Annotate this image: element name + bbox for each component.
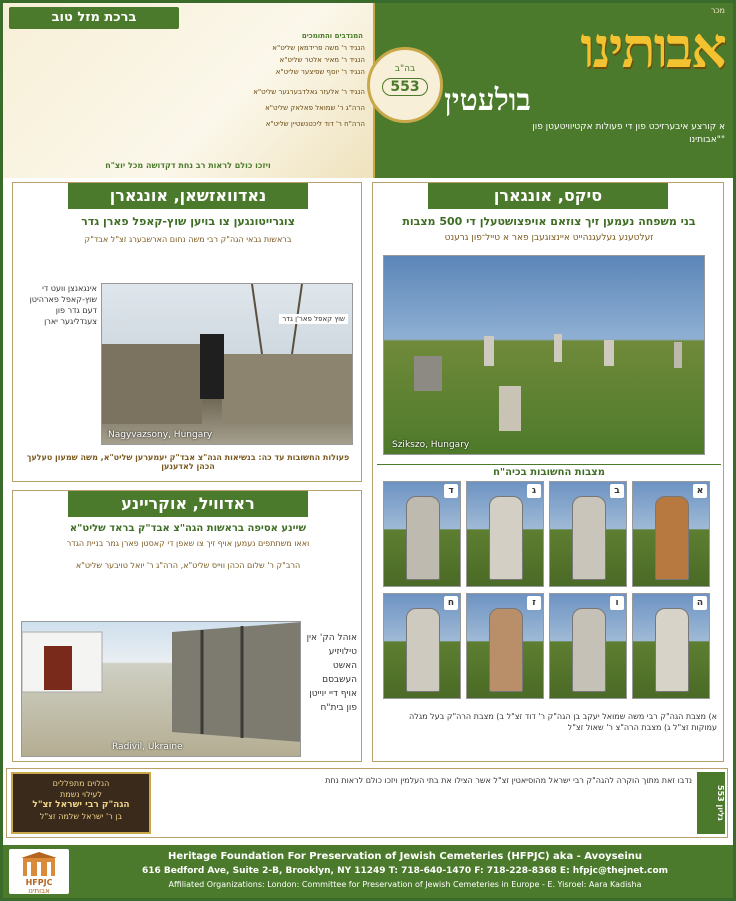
issue-number: 553 [382,78,428,96]
header [3,3,733,178]
tombstone-letter: ב [610,484,624,498]
szikszo-section [372,182,724,762]
nadudvar-leaders: בראשות גבאי הגה"ק רבי משה נחום הארשבערג זצ"ל אבד"ק [84,235,292,244]
donor-line-2: הנגיד ר' מאיר אלטר שליט"א [279,56,365,64]
nadudvar-photo-tag: שוץ קאפל פאר'ן גדר [279,314,348,324]
szikszo-body: א) מצבת הגה"ק רבי משה שמואל יעקב בן הגה"ק ר' דוד זצ"ל ב) מצבת הרה"ק בעל מגלה עמוקות זצ"ל ג) מצבת הרה"צ ר' שאול זצ"ל [409,712,717,732]
tombstones-field-illustration [384,256,705,455]
building-icon [19,852,59,876]
donor-line-1: הנגיד ר' משה פרידמאן שליט"א [272,44,365,52]
szikszo-title: סיקס, אונגארן [428,183,668,209]
tombstone-letter: א [693,484,707,498]
radyvyliv-subtitle-2: ואאו משתתפים נעמען אויף זיך צו שאפן די קאסטן פארן גמר בניית הגדר [66,539,310,548]
masthead-description: א קורצע איבערזיכט פון די פעולות אקטיוויטעטן פון "אבותינו" [532,122,725,145]
radyvyliv-side-text: אוהל הק' אין טילויזיע האשט העשבסם אויף דיי יוייטן פון בית"ח [306,633,357,713]
tombstone-photo [383,593,461,699]
donors-heading: המנדבים והתומכים [301,32,363,40]
masthead-subtitle: בולעטין [444,83,531,118]
mazal-tov-banner: ברכת מזל טוב [9,7,179,29]
tombstone-letter: ז [527,596,541,610]
tombstone [489,608,523,692]
nadudvar-subtitle: צוגרייטונגען צו בויען שוץ-קאפל פארן גדר [81,215,295,228]
tombstone-photo [549,593,627,699]
tombstone-photo [632,481,710,587]
tombstone [655,608,689,692]
tombstone-letter: ו [610,596,624,610]
tombstone-photo [466,481,544,587]
nadudvar-body: אינגאנצן וועט די שוץ-קאפל פארהיטן דעם גדר פון צענדליגער יארן [29,284,97,326]
tombstone [655,496,689,580]
tombstone [572,496,606,580]
tombstone-photo [466,593,544,699]
tombstone-letter: ד [444,484,458,498]
tombstone [572,608,606,692]
ohel-illustration [22,622,301,757]
tombstone [489,496,523,580]
tombstone [406,496,440,580]
szikszo-photo [383,255,705,455]
tombstone-letter: ה [693,596,707,610]
radyvyliv-section [12,490,362,762]
memorial-line-2: לעילוי נשמת [60,790,102,799]
memorial-line-1: הנלוים מתפללים [52,779,110,788]
nadudvar-caption: Nagyvazsony, Hungary [108,430,213,440]
szikszo-caption: Szikszo, Hungary [392,440,470,450]
memorial-strip [6,768,728,838]
memorial-body: נדבו זאת מתוך הוקרה להגה"ק רבי ישראל מהוסיאטין זצ"ל אשר הצילו את בתי העלמין ויזכו כולם לראות נחת [325,776,692,785]
tombstone-letter: ג [527,484,541,498]
nadudvar-section [12,182,362,482]
donor-panel [3,3,375,178]
tombstone-photo [632,593,710,699]
szikszo-subtitle: בני משפחה נעמען זיך צוזאם אויפצושטעלן די 500 מצבות [402,215,696,228]
seal-label: בה"ב [394,64,416,74]
issue-seal [367,47,443,123]
donor-line-5: הרה"ג ר' שמואל פאלאק שליט"א [265,104,365,112]
logo-text: HFPJC [25,878,53,887]
memorial-line-4: בן ר' ישראל שלמה זצ"ל [39,812,123,821]
footer [3,845,733,898]
tombstone-photo [383,481,461,587]
nadudvar-footer-note: פעולות החשובות עד כה: בנשיאות הגה"צ אבד"ק יעמערען שליט"א, משה שמעון טעלעך הכהן לאדענען [26,453,350,471]
tombstone-letter: ח [444,596,458,610]
tombstone-photo [549,481,627,587]
org-address[interactable]: 616 Bedford Ave, Suite 2-B, Brooklyn, NY 11249 T: 718-640-1470 F: 718-228-8368 E: hfpjc@thejnet.com [141,866,669,876]
issue-sidebar: גליון 553 [697,772,725,834]
masthead [375,3,733,178]
memorial-line-3: הגה"ק רבי ישראל זצ"ל [32,800,130,810]
org-name: Heritage Foundation For Preservation of Jewish Cemeteries (HFPJC) aka - Avoyseinu [168,851,642,862]
radyvyliv-body: הרב"ק ר' שלום הכהן ווייס שליט"א, הרה"ג ר' יואל טויבער שליט"א [75,561,301,570]
tombstone [406,608,440,692]
tomb-grid [383,481,713,701]
logo-subtext: אבותינו [28,887,50,895]
masthead-tag: מכר [710,6,725,15]
radyvyliv-title: ראדוויל, אוקריינע [68,491,308,517]
wall-illustration [102,284,353,445]
masthead-title: אבותינו [580,15,725,81]
donor-line-6: הרה"ח ר' דוד ליכטנשטיין שליט"א [265,120,365,128]
affiliated-orgs: Affiliated Organizations: London: Committee for Preservation of Jewish Cemeteries in Europe - E. Yisroel: Aara Kadisha [168,880,642,889]
radyvyliv-caption: Radivil, Ukraine [112,742,183,752]
donor-line-3: הנגיד ר' יוסף שפיצער שליט"א [275,68,365,76]
donor-blessing: ויזכו כולם לראות רב נחת דקדושה מכל יוצ"ח [105,161,271,170]
szikszo-subtitle-2: זעלטענע געלעגנהייט איינצוגעבן פאר א טייל־פון גרענט [444,233,654,243]
memorial-plaque [11,772,151,834]
nadudvar-photo [101,283,353,445]
radyvyliv-photo [21,621,301,757]
tombs-heading: מצבות החשובות בכיה"ח [377,464,721,478]
hfpjc-logo [9,849,69,894]
radyvyliv-subtitle: שיינע אסיפה בראשות הגה"צ אבד"ק בראד שליט"א [69,523,307,534]
donor-line-4: הנגיד ר' אלעזר גאלדבערגער שליט"א [253,88,365,96]
nadudvar-title: נאדוואזשאן, אונגארן [68,183,308,209]
